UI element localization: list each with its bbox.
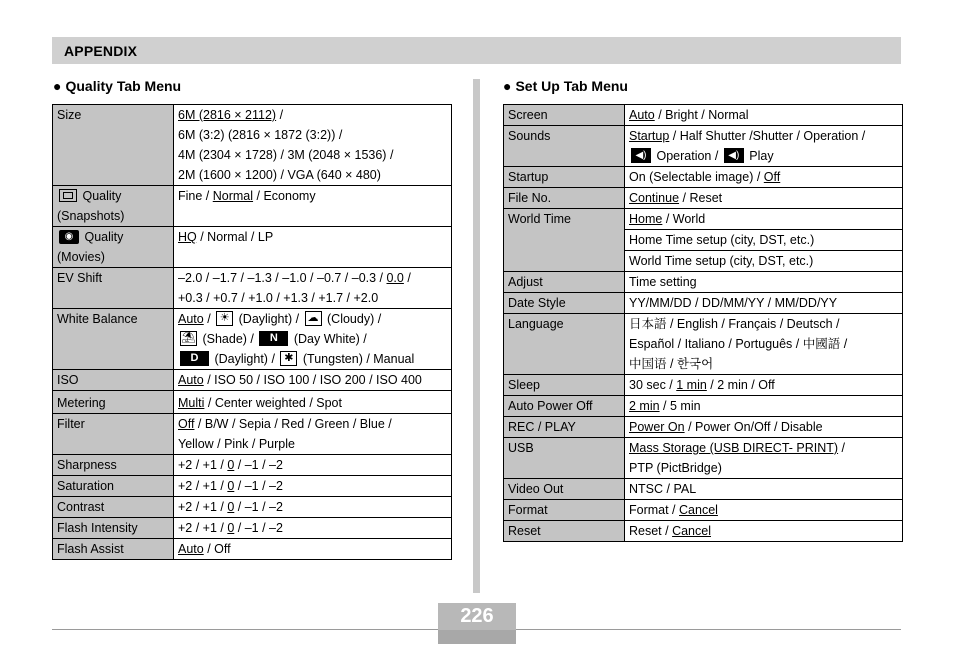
speaker-icon: ◀) [631,148,651,163]
row-label: White Balance [53,309,174,370]
table-row [53,497,452,518]
section-label: APPENDIX [64,43,138,59]
row-value: Home Time setup (city, DST, etc.) [625,230,903,251]
row-value: 6M (2816 × 2112) / 6M (3:2) (2816 × 1872 (3:2)) / 4M (2304 × 1728) / 3M (2048 × 1536) / 2M (1600 × 1200) / VGA (640 × 480) [174,105,452,186]
row-label: USB [504,438,625,479]
row-label: Contrast [53,497,174,518]
bullet-icon: ● [503,78,512,94]
table-row [504,209,903,230]
row-label: ◉ Quality (Movies) [53,227,174,268]
row-label: Sleep [504,375,625,396]
row-value: +2 / +1 / 0 / –1 / –2 [174,476,452,497]
row-value: Format / Cancel [625,500,903,521]
table-row [504,438,903,479]
row-value: Multi / Center weighted / Spot [174,391,452,414]
page-number: 226 [438,603,516,630]
speaker-icon: ◀) [724,148,744,163]
table-row [504,126,903,167]
row-value: +2 / +1 / 0 / –1 / –2 [174,497,452,518]
table-row [504,167,903,188]
row-label: Sounds [504,126,625,167]
row-value: Startup / Half Shutter /Shutter / Operation / ◀) Operation / ◀) Play [625,126,903,167]
header-bar [52,37,901,64]
quality-tab-table [52,104,452,560]
table-row [53,309,452,370]
page-number-strip [438,630,516,644]
setup-tab-table [503,104,903,542]
table-row [504,272,903,293]
tungsten-icon: ✱ [280,351,297,366]
row-label: ISO [53,370,174,391]
row-value: Off / B/W / Sepia / Red / Green / Blue / Yellow / Pink / Purple [174,414,452,455]
row-label: Flash Intensity [53,518,174,539]
day-white-fluorescent-icon: N [259,331,288,346]
table-row [53,518,452,539]
table-row [53,414,452,455]
table-row [504,479,903,500]
row-value: Continue / Reset [625,188,903,209]
row-label: Metering [53,391,174,414]
row-label: File No. [504,188,625,209]
row-label: EV Shift [53,268,174,309]
row-value: +2 / +1 / 0 / –1 / –2 [174,455,452,476]
table-row [53,476,452,497]
row-value: 30 sec / 1 min / 2 min / Off [625,375,903,396]
table-row [53,186,452,227]
daylight-fluorescent-icon: D [180,351,209,366]
table-row [53,391,452,414]
row-value: YY/MM/DD / DD/MM/YY / MM/DD/YY [625,293,903,314]
row-label: Format [504,500,625,521]
table-row [53,539,452,560]
row-label: Saturation [53,476,174,497]
row-value: Power On / Power On/Off / Disable [625,417,903,438]
row-label: Quality (Snapshots) [53,186,174,227]
shade-icon: ⛱ [181,332,196,345]
row-label: Flash Assist [53,539,174,560]
table-row [504,396,903,417]
row-label: Size [53,105,174,186]
table-row [504,105,903,126]
row-value: 2 min / 5 min [625,396,903,417]
row-value: Auto / Bright / Normal [625,105,903,126]
cloudy-icon: ☁ [305,311,322,326]
table-row [53,455,452,476]
table-row [504,314,903,375]
column-divider [473,79,480,593]
table-row [504,521,903,542]
row-value: +2 / +1 / 0 / –1 / –2 [174,518,452,539]
row-value: –2.0 / –1.7 / –1.3 / –1.0 / –0.7 / –0.3 / 0.0 / +0.3 / +0.7 / +1.0 / +1.3 / +1.7 / +2.0 [174,268,452,309]
row-value: On (Selectable image) / Off [625,167,903,188]
quality-tab-title: ● Quality Tab Menu [53,78,182,94]
table-row [53,370,452,391]
row-value: Auto / Off [174,539,452,560]
row-label: Reset [504,521,625,542]
row-value: 日本語 / English / Français / Deutsch / Español / Italiano / Português / 中國語 / 中国语 / 한국어 [625,314,903,375]
table-row [504,188,903,209]
table-row [53,227,452,268]
row-label: Sharpness [53,455,174,476]
row-label: Screen [504,105,625,126]
table-row [504,417,903,438]
row-label: REC / PLAY [504,417,625,438]
setup-tab-title: ● Set Up Tab Menu [503,78,628,94]
table-row [53,105,452,186]
table-row [504,375,903,396]
row-value: Reset / Cancel [625,521,903,542]
row-label: Startup [504,167,625,188]
row-label: Video Out [504,479,625,500]
table-row [53,268,452,309]
bullet-icon: ● [53,78,62,94]
row-value: Home / World [625,209,903,230]
row-value: World Time setup (city, DST, etc.) [625,251,903,272]
row-label: Adjust [504,272,625,293]
snapshot-icon [59,189,77,202]
row-value: Time setting [625,272,903,293]
row-value: NTSC / PAL [625,479,903,500]
table-row [504,293,903,314]
row-value: Fine / Normal / Economy [174,186,452,227]
daylight-icon: ☀ [216,311,233,326]
row-label: Filter [53,414,174,455]
row-value: HQ / Normal / LP [174,227,452,268]
row-label: World Time [504,209,625,272]
row-label: Auto Power Off [504,396,625,417]
row-value: Auto / ☀ (Daylight) / ☁ (Cloudy) / ⛱ (Shade) / N (Day White) / D (Daylight) / ✱ (Tungsten) / Manual [174,309,452,370]
table-row [504,500,903,521]
row-value: Auto / ISO 50 / ISO 100 / ISO 200 / ISO 400 [174,370,452,391]
movie-icon: ◉ [59,230,79,244]
row-value: Mass Storage (USB DIRECT- PRINT) / PTP (PictBridge) [625,438,903,479]
row-label: Date Style [504,293,625,314]
row-label: Language [504,314,625,375]
